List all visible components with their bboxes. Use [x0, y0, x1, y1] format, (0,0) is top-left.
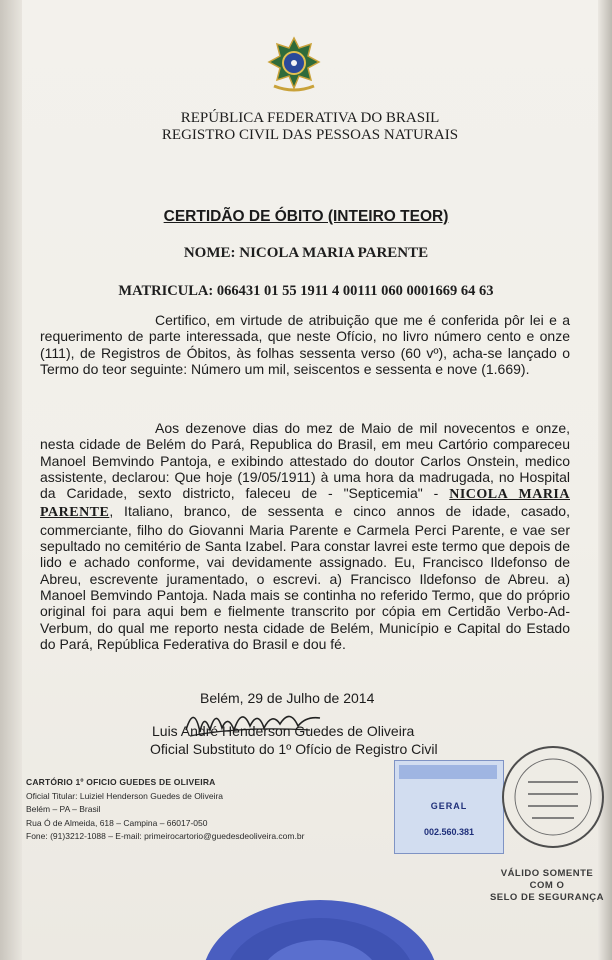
signatory-name: Luis André Henderson Guedes de Oliveira	[152, 723, 415, 739]
place-date: Belém, 29 de Julho de 2014	[200, 690, 375, 706]
stamp-header	[399, 765, 497, 779]
record-text-part1: Aos dezenove dias do mez de Maio de mil novecentos e onze, nesta cidade de Belém do Pará, Republica do Brasil, em meu Cartório compareceu Manoel Bemvindo Pantoja, e exibindo attestado do doutor Carlos Onstein, medico assistente, declarou: Que hoje (19/05/1911) à uma hora da madrugada, no Hospital da Caridade, sexto districto, faleceu de - "Septicemia" -	[40, 420, 570, 502]
validity-line-2: SELO DE SEGURANÇA	[489, 892, 605, 903]
stamp-type: GERAL	[430, 801, 468, 811]
record-paragraph	[40, 420, 570, 652]
deceased-name-heading: NOME: NICOLA MARIA PARENTE	[183, 245, 429, 261]
brazil-coat-of-arms-icon	[266, 36, 322, 92]
office-address: Rua Ó de Almeida, 618 – Campina – 66017-050	[26, 817, 208, 828]
office-titular: Oficial Titular: Luiziel Henderson Guedes de Oliveira	[26, 790, 224, 801]
office-info	[26, 776, 304, 844]
registration-number: MATRICULA: 066431 01 55 1911 4 00111 060 0001669 64 63	[118, 283, 494, 299]
certification-paragraph	[40, 312, 570, 377]
registry-line: REGISTRO CIVIL DAS PESSOAS NATURAIS	[161, 127, 459, 143]
republic-line: REPÚBLICA FEDERATIVA DO BRASIL	[180, 110, 440, 126]
office-contact: Fone: (91)3212-1088 – E-mail: primeirocartorio@guedesdeoliveira.com.br	[26, 831, 305, 841]
header-block	[150, 110, 470, 144]
certification-text: Certifico, em virtude de atribuição que me é conferida pôr lei e a requerimento de parte interessada, que neste Ofício, no livro número cento e onze (111), de Registros de Óbitos, às folhas sessenta verso (60 vº), acha-se lançado o Termo do teor seguinte: Número um mil, seiscentos e sessenta e nove (1.669).	[40, 312, 570, 377]
paper-edge-left	[0, 0, 22, 960]
stamp-number: 002.560.381	[423, 827, 475, 837]
signatory-role: Oficial Substituto do 1º Ofício de Registro Civil	[150, 741, 438, 757]
office-city: Belém – PA – Brasil	[26, 804, 101, 814]
deceased-name-inline: NICOLA MARIA PARENTE	[40, 487, 570, 521]
certificate-title: CERTIDÃO DE ÓBITO (INTEIRO TEOR)	[163, 208, 449, 225]
security-stamp	[394, 760, 504, 854]
record-text-part2: , Italiano, branco, de sessenta e cinco annos de idade, casado, commerciante, filho do Giovanni Maria Parente e Carmela Perci Parente, e vae ser sepultado no cemitério de Santa Izabel. Para constar lavrei este termo que depois de lido e achado conforme, vai devidamente assignado. Eu, Francisco Ildefonso de Abreu, escrevente juramentado, o escrevi. a) Francisco Ildefonso de Abreu. a) Manoel Bemvindo Pantoja. Nada mais se continha no referido Termo, que do próprio original foi para aqui bem e fielmente transcrito por cópia em Certidão Verbo-Ad-Verbum, do qual me reporto nesta cidade de Belém, Município e Capital do Estado do Pará, República Federativa do Brasil e dou fé.	[40, 503, 570, 652]
office-name: CARTÓRIO 1º OFICIO GUEDES DE OLIVEIRA	[26, 777, 216, 787]
embossed-seal-icon	[190, 880, 450, 960]
round-notary-stamp-icon	[498, 742, 608, 852]
validity-line-1: VÁLIDO SOMENTE COM O	[500, 868, 594, 891]
validity-note	[488, 868, 606, 904]
